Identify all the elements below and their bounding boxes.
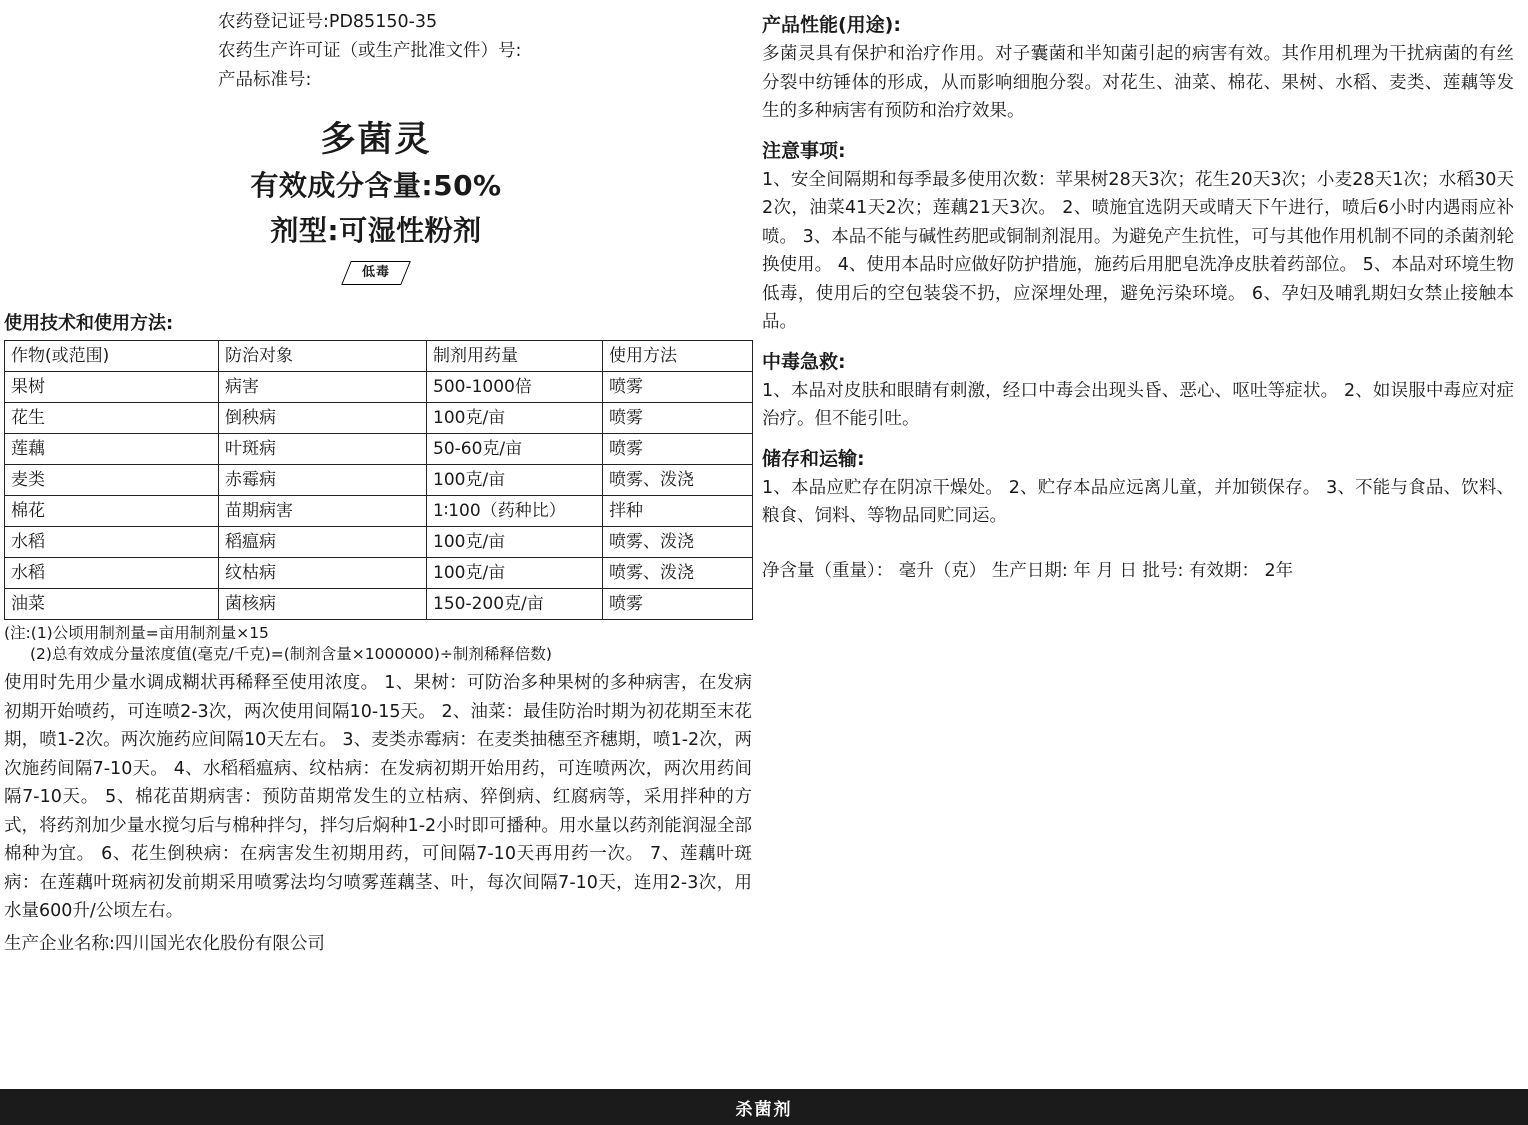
cautions-body: 1、安全间隔期和每季最多使用次数：苹果树28天3次；花生20天3次；小麦28天1次；水稻30天2次，油菜41天2次；莲藕21天3次。 2、喷施宜选阴天或晴天下午进行，喷后6小时内遇雨应补喷。 3、本品不能与碱性药肥或铜制剂混用。为避免产生抗性，可与其他作用机制不同的杀菌剂轮换使用。 4、使用本品时应做好防护措施，施药后用肥皂洗净皮肤着药部位。 5、本品对环境生物低毒，使用后的空包装袋不扔，应深埋处理，避免污染环境。 6、孕妇及哺乳期妇女禁止接触本品。	[762, 169, 1514, 332]
table-cell: 喷雾	[603, 589, 753, 620]
title-block	[4, 117, 748, 253]
manufacturer-line: 生产企业名称:四川国光农化股份有限公司	[4, 933, 325, 954]
table-cell: 麦类	[5, 465, 219, 496]
registration-line-3: 产品标准号:	[218, 70, 312, 90]
right-column	[762, 0, 1522, 585]
table-row	[5, 372, 753, 403]
table-row	[5, 589, 753, 620]
performance-body: 多菌灵具有保护和治疗作用。对子囊菌和半知菌引起的病害有效。其作用机理为干扰病菌的有丝分裂中纺锤体的形成，从而影响细胞分裂。对花生、油菜、棉花、果树、水稻、麦类、莲藕等发生的多种病害有预防和治疗效果。	[762, 44, 1514, 121]
storage-heading: 储存和运输:	[762, 447, 865, 470]
footer-label: 杀菌剂	[735, 1099, 793, 1120]
table-cell: 喷雾、泼浇	[603, 527, 753, 558]
table-cell: 150-200克/亩	[427, 589, 603, 620]
table-cell: 水稻	[5, 558, 219, 589]
table-row	[5, 527, 753, 558]
first-aid-heading: 中毒急救:	[762, 350, 846, 373]
table-cell: 叶斑病	[219, 434, 427, 465]
table-cell: 水稻	[5, 527, 219, 558]
table-cell: 喷雾	[603, 403, 753, 434]
table-cell: 喷雾	[603, 434, 753, 465]
table-header-cell: 作物(或范围)	[5, 341, 219, 372]
cautions-heading: 注意事项:	[762, 139, 846, 162]
table-cell: 菌核病	[219, 589, 427, 620]
toxicity-badge-wrap	[4, 261, 748, 295]
formulation-type: 剂型:可湿性粉剂	[270, 214, 482, 247]
storage-body: 1、本品应贮存在阴凉干燥处。 2、贮存本品应远离儿童，并加锁保存。 3、不能与食品、饮料、粮食、饲料、等物品同贮同运。	[762, 477, 1514, 526]
first-aid-body: 1、本品对皮肤和眼睛有刺激，经口中毒会出现头昏、恶心、呕吐等症状。 2、如误服中毒应对症治疗。但不能引吐。	[762, 380, 1514, 429]
table-cell: 赤霉病	[219, 465, 427, 496]
product-name: 多菌灵	[320, 120, 432, 160]
table-header-cell: 使用方法	[603, 341, 753, 372]
table-note-1: (注:(1)公顷用制剂量=亩用制剂量×15	[4, 624, 269, 642]
table-row	[5, 465, 753, 496]
table-cell: 纹枯病	[219, 558, 427, 589]
table-cell: 倒秧病	[219, 403, 427, 434]
table-cell: 100克/亩	[427, 465, 603, 496]
table-cell: 油菜	[5, 589, 219, 620]
net-content-line: 净含量（重量）： 毫升（克） 生产日期: 年 月 日 批号: 有效期： 2年	[762, 560, 1294, 581]
table-cell: 拌种	[603, 496, 753, 527]
table-cell: 果树	[5, 372, 219, 403]
table-cell: 喷雾、泼浇	[603, 558, 753, 589]
table-cell: 稻瘟病	[219, 527, 427, 558]
table-cell: 100克/亩	[427, 403, 603, 434]
table-cell: 100克/亩	[427, 527, 603, 558]
table-row	[5, 403, 753, 434]
table-header-cell: 防治对象	[219, 341, 427, 372]
table-cell: 50-60克/亩	[427, 434, 603, 465]
usage-method-text: 使用时先用少量水调成糊状再稀释至使用浓度。 1、果树：可防治多种果树的多种病害，在发病初期开始喷药，可连喷2-3次，两次使用间隔10-15天。 2、油菜：最佳防治时期为初花期至末花期，喷1-2次。两次施药应间隔10天左右。 3、麦类赤霉病：在麦类抽穗至齐穗期，喷1-2次，两次施药间隔7-10天。 4、水稻稻瘟病、纹枯病：在发病初期开始用药，可连喷两次，两次用药间隔7-10天。 5、棉花苗期病害：预防苗期常发生的立枯病、猝倒病、红腐病等，采用拌种的方式，将药剂加少量水搅匀后与棉种拌匀，拌匀后焖种1-2小时即可播种。用水量以药剂能润湿全部棉种为宜。 6、花生倒秧病：在病害发生初期用药，可间隔7-10天再用药一次。 7、莲藕叶斑病：在莲藕叶斑病初发前期采用喷雾法均匀喷雾莲藕茎、叶，每次间隔7-10天，连用2-3次，用水量600升/公顷左右。	[4, 673, 752, 921]
table-cell: 喷雾	[603, 372, 753, 403]
table-row	[5, 558, 753, 589]
table-cell: 棉花	[5, 496, 219, 527]
table-cell: 苗期病害	[219, 496, 427, 527]
table-cell: 100克/亩	[427, 558, 603, 589]
table-row	[5, 434, 753, 465]
registration-block	[4, 8, 748, 95]
registration-line-1: 农药登记证号:PD85150-35	[218, 12, 438, 32]
active-ingredient-content: 有效成分含量:50%	[250, 169, 502, 202]
table-header-cell: 制剂用药量	[427, 341, 603, 372]
table-header-row	[5, 341, 753, 372]
toxicity-badge-label: 低毒	[361, 265, 390, 280]
left-column	[0, 0, 752, 958]
table-cell: 莲藕	[5, 434, 219, 465]
table-cell: 500-1000倍	[427, 372, 603, 403]
table-row	[5, 496, 753, 527]
table-notes	[4, 623, 748, 665]
performance-heading: 产品性能(用途):	[762, 14, 901, 36]
table-note-2: (2)总有效成分量浓度值(毫克/千克)=(制剂含量×1000000)÷制剂稀释倍数)	[30, 645, 552, 663]
table-cell: 病害	[219, 372, 427, 403]
footer-bar	[0, 1089, 1528, 1125]
table-cell: 花生	[5, 403, 219, 434]
table-cell: 喷雾、泼浇	[603, 465, 753, 496]
usage-section-heading: 使用技术和使用方法:	[4, 313, 174, 334]
toxicity-diamond-icon	[341, 261, 411, 285]
usage-table	[4, 340, 753, 620]
registration-line-2: 农药生产许可证（或生产批准文件）号:	[218, 41, 522, 61]
table-cell: 1∶100（药种比）	[427, 496, 603, 527]
